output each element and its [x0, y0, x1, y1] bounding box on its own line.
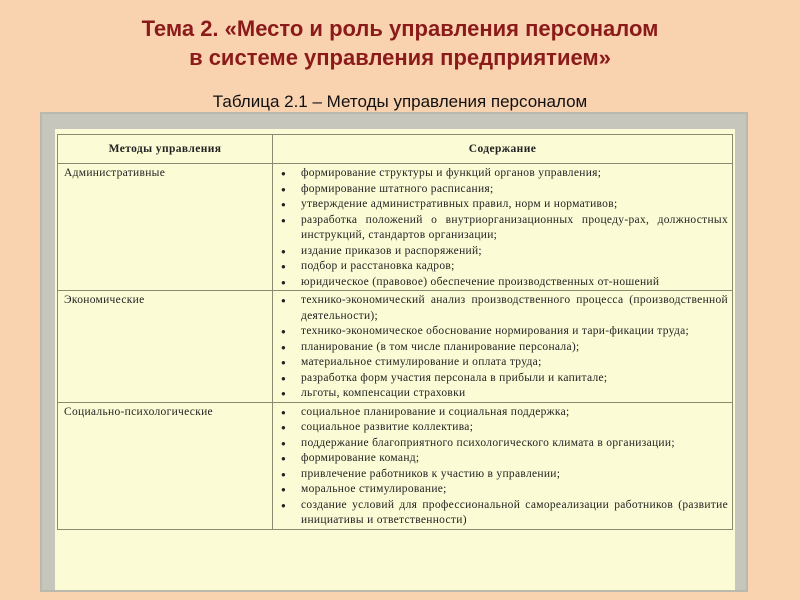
list-item: ● привлечение работников к участию в управлении;: [277, 467, 728, 483]
list-item: ● издание приказов и распоряжений;: [277, 244, 728, 260]
slide-title-line-2: в системе управления предприятием»: [189, 45, 611, 70]
list-item: ● разработка форм участия персонала в прибыли и капитале;: [277, 371, 728, 387]
list-item: ● формирование структуры и функций органов управления;: [277, 166, 728, 182]
list-item: ● формирование штатного расписания;: [277, 182, 728, 198]
column-header-methods: Методы управления: [58, 135, 273, 164]
table-header-row: [58, 135, 733, 164]
slide-title-line-1: Тема 2. «Место и роль управления персоналом: [141, 16, 659, 41]
method-content-cell: [273, 402, 733, 529]
content-list: [277, 405, 728, 529]
list-item: ● технико-экономический анализ производственного процесса (производственной деятельности);: [277, 293, 728, 324]
method-name-cell: Социально-психологические: [58, 402, 273, 529]
list-item: ● моральное стимулирование;: [277, 482, 728, 498]
list-item: ● планирование (в том числе планирование персонала);: [277, 340, 728, 356]
content-list: [277, 166, 728, 290]
list-item: ● социальное планирование и социальная поддержка;: [277, 405, 728, 421]
list-item: ● социальное развитие коллектива;: [277, 420, 728, 436]
list-item: ● создание условий для профессиональной самореализации работников (развитие инициативы и ответственности): [277, 498, 728, 529]
list-item: ● материальное стимулирование и оплата труда;: [277, 355, 728, 371]
list-item: ● поддержание благоприятного психологического климата в организации;: [277, 436, 728, 452]
table-image-frame: [40, 112, 748, 592]
content-list: [277, 293, 728, 402]
column-header-content: Содержание: [273, 135, 733, 164]
list-item: ● утверждение административных правил, норм и нормативов;: [277, 197, 728, 213]
method-content-cell: [273, 291, 733, 403]
table-caption: Таблица 2.1 – Методы управления персоналом: [212, 92, 588, 111]
table-row: [58, 164, 733, 291]
method-name-cell: Административные: [58, 164, 273, 291]
list-item: ● технико-экономическое обоснование нормирования и тари-фикации труда;: [277, 324, 728, 340]
method-name-cell: Экономические: [58, 291, 273, 403]
table-row: [58, 291, 733, 403]
list-item: ● разработка положений о внутриорганизационных процеду-рах, должностных инструкций, стандартов организации;: [277, 213, 728, 244]
table-row: [58, 402, 733, 529]
table-body: [58, 164, 733, 530]
list-item: ● формирование команд;: [277, 451, 728, 467]
methods-table: [57, 134, 733, 530]
slide-title: [0, 14, 800, 72]
list-item: ● юридическое (правовое) обеспечение производственных от-ношений: [277, 275, 728, 291]
method-content-cell: [273, 164, 733, 291]
list-item: ● подбор и расстановка кадров;: [277, 259, 728, 275]
table-sheet: [55, 129, 735, 592]
list-item: ● льготы, компенсации страховки: [277, 386, 728, 402]
